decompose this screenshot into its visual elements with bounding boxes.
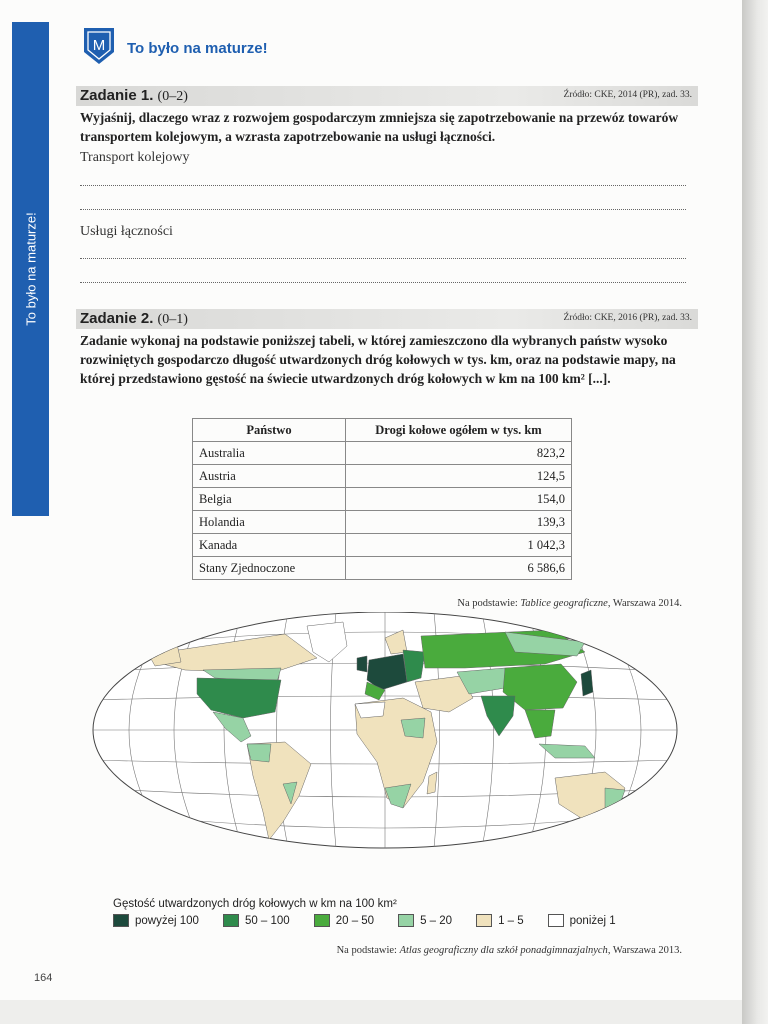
table-row — [193, 534, 572, 557]
map-legend — [113, 914, 640, 927]
world-road-density-map — [85, 612, 685, 902]
country-cell: Austria — [193, 465, 346, 488]
task2-header — [76, 309, 698, 329]
answer-line-rail-2[interactable] — [80, 209, 686, 210]
table-header-roads: Drogi kołowe ogółem w tys. km — [346, 419, 572, 442]
task1-points: (0–2) — [157, 89, 188, 104]
task1-label-comm: Usługi łączności — [80, 224, 173, 239]
task1-title: Zadanie 1. — [80, 87, 154, 104]
task1-title-wrap — [80, 87, 188, 105]
legend-label: 50 – 100 — [244, 914, 290, 927]
value-cell: 124,5 — [346, 465, 572, 488]
legend-swatch — [398, 914, 414, 927]
task2-title-wrap — [80, 310, 188, 328]
country-cell: Australia — [193, 442, 346, 465]
country-cell: Kanada — [193, 534, 346, 557]
table-header-row — [193, 419, 572, 442]
task1-header — [76, 86, 698, 106]
legend-swatch — [223, 914, 239, 927]
legend-swatch — [113, 914, 129, 927]
task2-question: Zadanie wykonaj na podstawie poniższej tabeli, w której zamieszczono dla wybranych państw wysoko rozwiniętych gospodarczo długość utwardzonych dróg kołowych w tys. km, oraz na podstawie mapy, na której przedstawiono gęstość na świecie utwardzonych dróg kołowych w km na 100 km² [...]. — [80, 333, 676, 386]
page-number: 164 — [34, 972, 53, 984]
map-legend-title: Gęstość utwardzonych dróg kołowych w km na 100 km² — [113, 898, 397, 910]
value-cell: 139,3 — [346, 511, 572, 534]
answer-line-rail-1[interactable] — [80, 185, 686, 186]
matura-badge-icon — [82, 26, 116, 66]
answer-line-comm-2[interactable] — [80, 282, 686, 283]
table-row — [193, 488, 572, 511]
legend-label: 1 – 5 — [498, 914, 524, 927]
legend-item — [113, 914, 199, 927]
legend-swatch — [548, 914, 564, 927]
table-caption: Na podstawie: Tablice geograficzne, Warszawa 2014. — [457, 598, 682, 609]
legend-label: powyżej 100 — [135, 914, 199, 927]
task2-title: Zadanie 2. — [80, 310, 154, 327]
legend-label: 5 – 20 — [420, 914, 453, 927]
table-header-country: Państwo — [193, 419, 346, 442]
answer-line-comm-1[interactable] — [80, 258, 686, 259]
badge-letter: M — [92, 37, 106, 54]
road-length-table — [192, 418, 572, 580]
table-row — [193, 511, 572, 534]
legend-label: 20 – 50 — [335, 914, 375, 927]
legend-item — [398, 914, 452, 927]
task2-points: (0–1) — [157, 312, 188, 327]
value-cell: 1 042,3 — [346, 534, 572, 557]
legend-label: poniżej 1 — [569, 914, 616, 927]
country-cell: Belgia — [193, 488, 346, 511]
legend-item — [476, 914, 524, 927]
task1-question: Wyjaśnij, dlaczego wraz z rozwojem gospodarczym zmniejsza się zapotrzebowanie na przewóz towarów transportem kolejowym, a wzrasta zapotrzebowanie na usługi łączności. — [80, 110, 679, 144]
table-row — [193, 557, 572, 580]
page-edge-shadow — [742, 0, 768, 1024]
section-title: To było na maturze! — [127, 40, 268, 57]
value-cell: 6 586,6 — [346, 557, 572, 580]
value-cell: 823,2 — [346, 442, 572, 465]
legend-item — [314, 914, 374, 927]
legend-swatch — [476, 914, 492, 927]
chapter-side-tab — [12, 22, 49, 516]
legend-item — [548, 914, 616, 927]
country-cell: Holandia — [193, 511, 346, 534]
table-row — [193, 465, 572, 488]
map-caption: Na podstawie: Atlas geograficzny dla szkół ponadgimnazjalnych, Warszawa 2013. — [336, 945, 682, 956]
country-cell: Stany Zjednoczone — [193, 557, 346, 580]
legend-item — [223, 914, 290, 927]
side-tab-label: To było na maturze! — [23, 212, 38, 326]
task1-source: Źródło: CKE, 2014 (PR), zad. 33. — [563, 90, 692, 100]
legend-swatch — [314, 914, 330, 927]
table-row — [193, 442, 572, 465]
task2-source: Źródło: CKE, 2016 (PR), zad. 33. — [563, 313, 692, 323]
value-cell: 154,0 — [346, 488, 572, 511]
task1-label-rail: Transport kolejowy — [80, 150, 190, 165]
